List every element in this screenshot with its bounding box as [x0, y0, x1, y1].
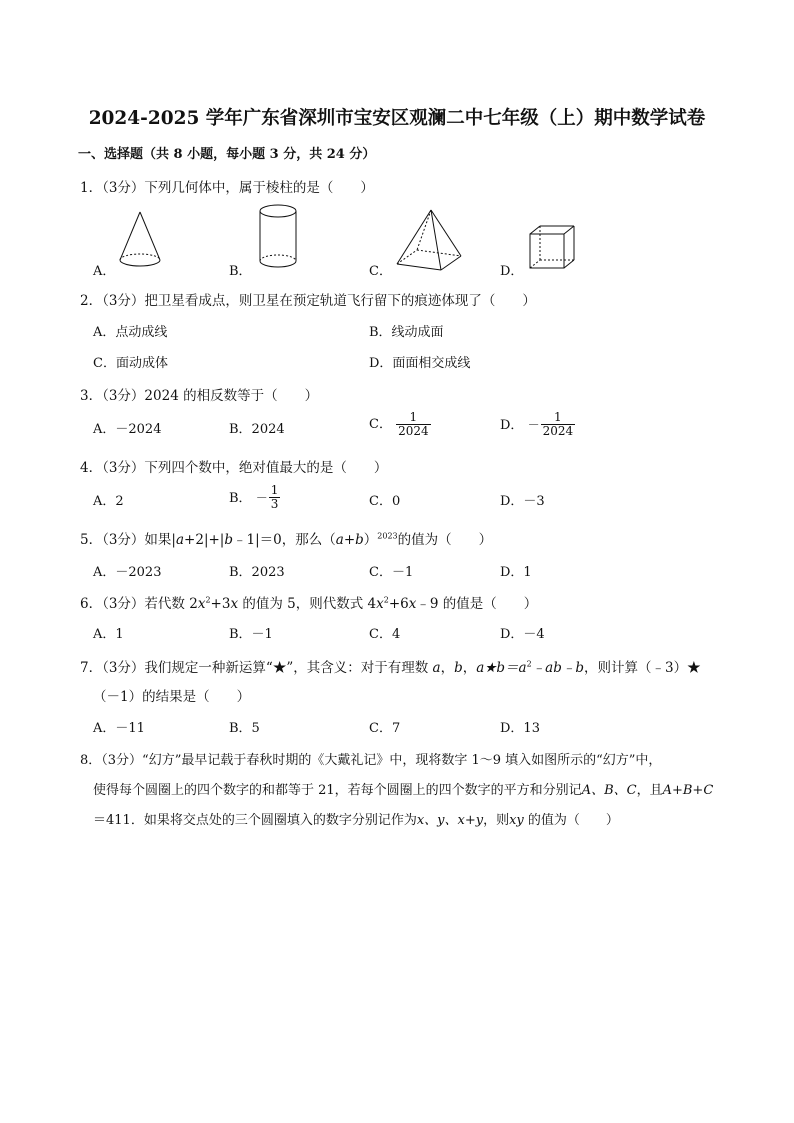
- q7-option-d[interactable]: D．13: [500, 721, 540, 736]
- q4-option-a[interactable]: A．2: [93, 494, 124, 509]
- question-7-stem-line1: 7．（3分）我们规定一种新运算“★”，其含义：对于有理数 a，b，$a★b=a^2﹣ab﹣b$，则计算（﹣3）★: [80, 659, 701, 676]
- q6-option-b[interactable]: B．－1: [229, 627, 273, 642]
- q1-option-d[interactable]: D．: [500, 264, 524, 279]
- q3-option-c-fraction: $\frac{1}{2024}$: [398, 410, 429, 438]
- q7-option-c[interactable]: C．7: [369, 721, 401, 736]
- q3-option-d-fraction: $\frac{1}{2024}$: [542, 410, 574, 438]
- question-4-stem: 4．（3分）下列四个数中，绝对值最大的是（ ）: [80, 460, 388, 476]
- q6-option-a[interactable]: A．1: [93, 627, 124, 642]
- q3-option-a[interactable]: A．－2024: [93, 422, 162, 437]
- cube-figure: [528, 224, 578, 272]
- q7-option-a[interactable]: A．－11: [93, 721, 145, 736]
- question-7-stem-line2: （－1）的结果是（ ）: [93, 689, 251, 705]
- question-1-stem: 1．（3分）下列几何体中，属于棱柱的是（ ）: [80, 180, 374, 196]
- question-8-stem-line2: 使得每个圆圈上的四个数字的和都等于 21，若每个圆圈上的四个数字的平方和分别记A、B、C，且A+B+C: [93, 783, 714, 798]
- q3-option-d[interactable]: D． － $\frac{1}{2024}$: [500, 410, 574, 438]
- q3-option-c-label: C．: [369, 417, 392, 432]
- question-8-stem-line3: ＝411．如果将交点处的三个圆圈填入的数字分别记作为x、y、x+y，则xy 的值为（ ）: [93, 813, 619, 828]
- question-2-stem: 2．（3分）把卫星看成点，则卫星在预定轨道飞行留下的痕迹体现了（ ）: [80, 293, 536, 309]
- q1-option-b[interactable]: B．: [229, 264, 252, 279]
- q3-option-c[interactable]: [369, 411, 431, 438]
- q4-option-b-fraction: $\frac{1}{3}$: [270, 483, 279, 511]
- q4-option-d[interactable]: D．－3: [500, 494, 545, 509]
- q4-option-b-label: B．: [229, 491, 252, 506]
- q2-option-d[interactable]: D．面面相交成线: [369, 356, 471, 371]
- q5-option-d[interactable]: D．1: [500, 565, 532, 580]
- q1-option-c[interactable]: C．: [369, 264, 392, 279]
- cylinder-figure: [256, 203, 300, 273]
- q5-option-b[interactable]: B．2023: [229, 565, 285, 580]
- question-6-stem: 6．（3分）若代数 $2x^2+3x$ 的值为 5，则代数式 $4x^2+6x﹣9$ 的值是（ ）: [80, 595, 538, 612]
- q5-option-c[interactable]: C．－1: [369, 565, 414, 580]
- q7-option-b[interactable]: B．5: [229, 721, 260, 736]
- q5-option-a[interactable]: A．－2023: [93, 565, 162, 580]
- q2-option-c[interactable]: C．面动成体: [93, 356, 168, 371]
- pyramid-figure: [393, 208, 465, 274]
- question-8-stem-line1: 8．（3分）“幻方”最早记载于春秋时期的《大戴礼记》中，现将数字 1～9 填入如图所示的“幻方”中，: [80, 753, 662, 768]
- cone-figure: [115, 210, 165, 272]
- q2-option-b[interactable]: B．线动成面: [369, 325, 444, 340]
- q3-option-b[interactable]: B．2024: [229, 422, 285, 437]
- q6-option-c[interactable]: C．4: [369, 627, 401, 642]
- question-5-stem: 5．（3分）如果|a+2|+|b﹣1|＝0，那么$(a+b)^{2023}$的值为（ ）: [80, 531, 493, 548]
- q1-option-a[interactable]: A．: [93, 264, 116, 279]
- q3-option-d-label: D．: [500, 418, 524, 433]
- q4-option-b[interactable]: B． － $\frac{1}{3}$: [229, 483, 279, 511]
- q6-option-d[interactable]: D．－4: [500, 627, 545, 642]
- page-title: 2024-2025 学年广东省深圳市宝安区观澜二中七年级（上）期中数学试卷: [88, 108, 706, 129]
- section-heading: 一、选择题（共 8 小题，每小题 3 分，共 24 分）: [78, 147, 376, 162]
- q4-option-c[interactable]: C．0: [369, 494, 401, 509]
- q2-option-a[interactable]: A．点动成线: [93, 325, 168, 340]
- question-3-stem: 3．（3分）2024 的相反数等于（ ）: [80, 388, 319, 404]
